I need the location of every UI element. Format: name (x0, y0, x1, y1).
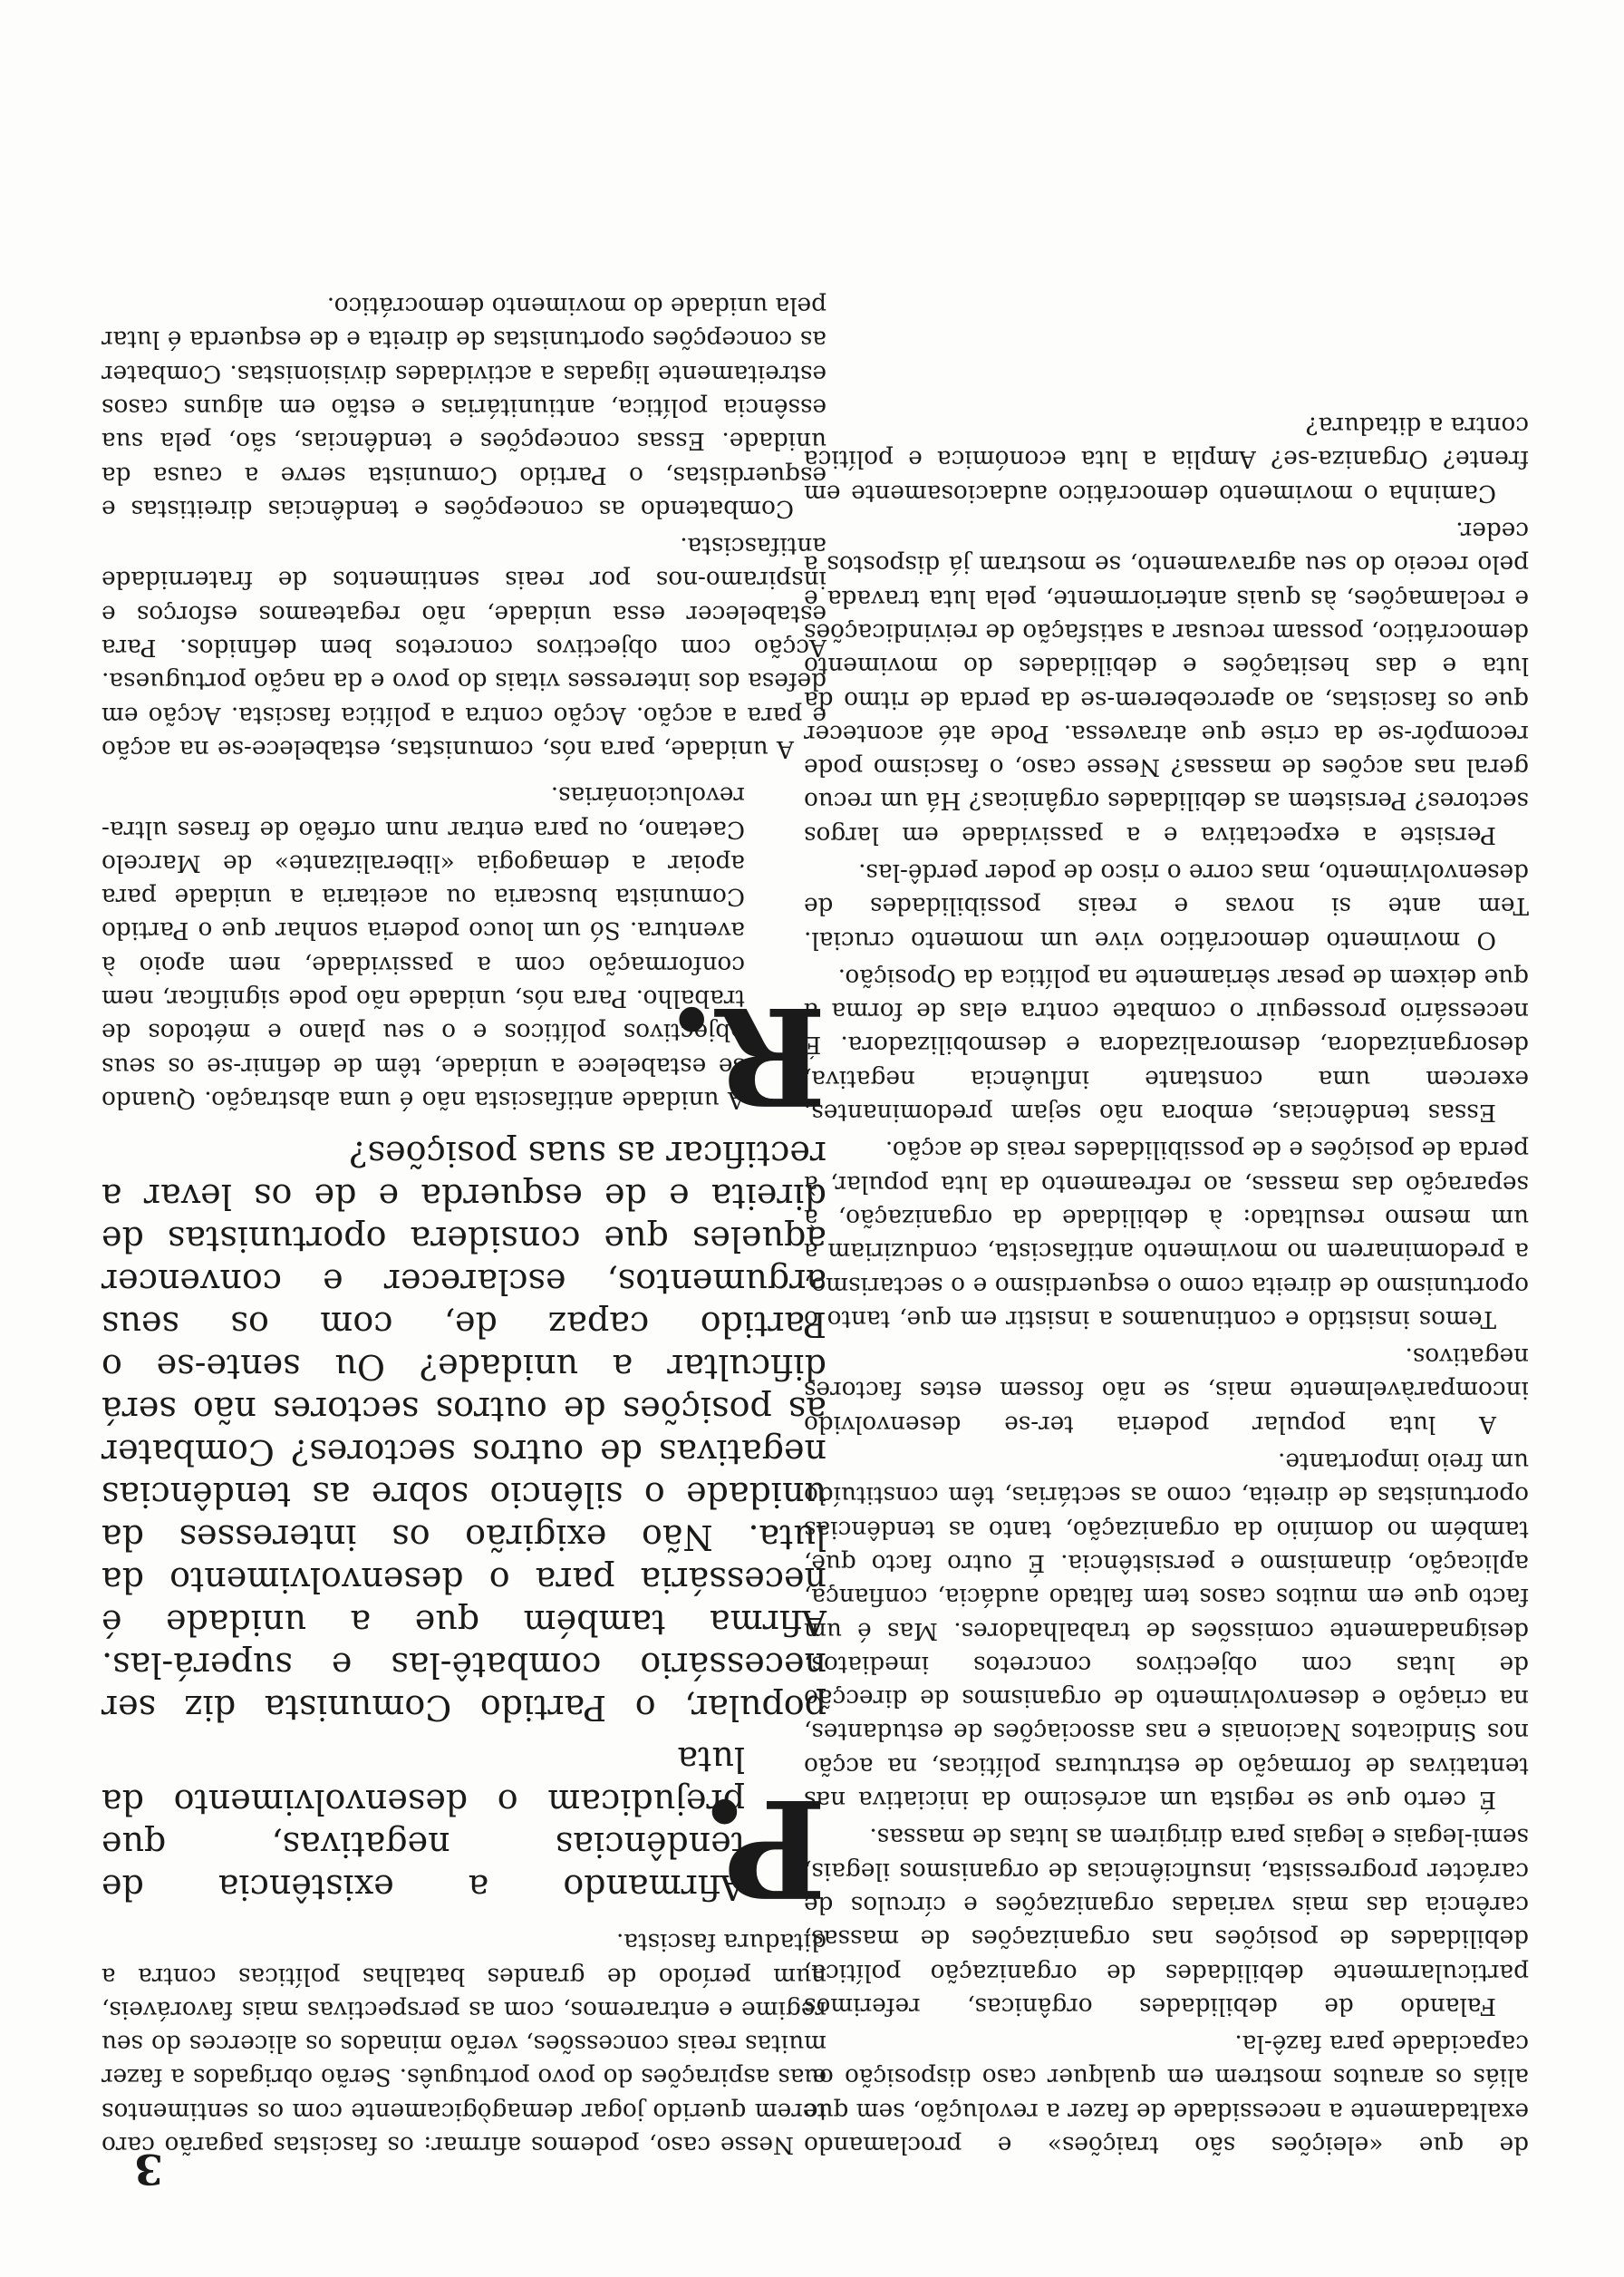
question-initial: P. (701, 1768, 826, 1927)
right-column (804, 404, 1529, 2161)
question-block (102, 1738, 826, 1927)
answer-initial: R. (668, 976, 826, 1135)
right-paragraph-8: Persiste a expectativa e a passividade em largos sectores? Persistem as debilidades orgânicas? Há um recuo geral nas acções de massas? Nesse caso, o fascismo pode recompôr-se da crise que atravessa. Pode até acontecer que os fascistas, ao aperceberem-se da perda de ritmo da luta e das hesitações e debilidades do movimento democrático, possam recusar a satisfação de reivindicações e reclamações, às quais anteriormente, pela luta travada e pelo receio do seu agravamento, se mostram já dispostos a ceder. (804, 517, 1529, 848)
page-number: 3 (133, 2145, 163, 2194)
right-paragraph-3: É certo que se regista um acréscimo da iniciativa nas tentativas de formação de estruturas políticas, na acção nos Sindicatos Nacionais e nas associações de estudantes, na criação e desenvolvimento de organismos de direcção de lutas com objectivos concretos imediatos, designadamente comissões de trabalhadores. Mas é um facto que em muitos casos tem faltado audácia, confiança, aplicação, dinamismo e persistência. É outro facto que, também no domínio da organização, tanto as tendências oportunistas de direita, como as sectárias, têm constituído um freio importante. (804, 1448, 1529, 1814)
right-paragraph-2: Falando de debilidades orgânicas, referimos particularmente debilidades de organização política, debilidades de posições nas organizações de massas, carência das mais variadas organizações e círculos de carácter progressista, insuficiências de organismos ilegais, semi-legais e legais para dirigirem as lutas de massas. (804, 1823, 1529, 2020)
left-column (102, 285, 826, 2161)
answer-block (102, 774, 826, 1135)
right-paragraph-1: de que «eleições são traições» e proclamando exaltadamente a necessidade de fazer a revolução, sem que aliás os arautos mostrem em qualquer caso disposição ou capacidade para fazê-la. (803, 2030, 1529, 2158)
right-paragraph-4: A luta popular poderia ter-se desenvolvido incomparàvelmente mais, se não fossem estes factores negativos. (804, 1342, 1529, 1438)
right-paragraph-9: Caminha o movimento democrático audaciosamente em frente? Organiza-se? Amplia a luta económica e política contra a ditadura? (804, 412, 1529, 507)
right-paragraph-5: Temos insistido e continuamos a insistir em que, tanto o oportunismo de direita como o esquerdismo e o sectarismo, a predominarem no movimento antifascista, conduziriam a um mesmo resultado: à debilidade da organização, à separação das massas, ao refreamento da luta popular, à perda de posições e de possibilidades reais de acção. (804, 1136, 1529, 1332)
answer-paragraph-2: A unidade, para nós, comunistas, estabelece-se na acção e para a acção. Acção contra a política fascista. Acção em defesa dos interesses vitais do povo e da nação portuguesa. Acção com objectivos concretos bem definidos. Para estabelecer essa unidade, não regateamos esforços e inspiramo-nos por reais sentimentos de fraternidade antifascista. (102, 532, 826, 762)
question-text: Afirmando a existência de tendências negativas, que prejudicam o desenvolvimento da luta (102, 1739, 745, 1907)
right-paragraph-6: Essas tendências, embora não sejam predominantes, exercem uma constante influência negativa, desorganizadora, desmoralizadora e desmobilizadora. É necessário prosseguir o combate contra elas de forma a que deixem de pesar sèriamente na política da Oposição. (804, 963, 1529, 1127)
right-paragraph-7: O movimento democrático vive um momento crucial. Tem ante si novas e reais possibilidades de desenvolvimento, mas corre o risco de poder perdê-las. (804, 858, 1529, 954)
answer-paragraph-3: Combatendo as concepções e tendências direitistas e esquerdistas, o Partido Comunista serve a causa da unidade. Essas concepções e tendências, são, pela sua essência política, antiunitárias e estão em alguns casos estreitamente ligadas a actividades divisionistas. Combater as concepções oportunistas de direita e de esquerda é lutar pela unidade do movimento democrático. (102, 292, 826, 522)
question-text-continued: popular, o Partido Comunista diz ser necessário combatê-las e superá-las. Afirma também que a unidade é necessária para o desenvolvimento da luta. Não exigirão os interesses da unidade o silêncio sobre as tendências negativas de outros sectores? Combater as posições de outros sectores não será dificultar a unidade? Ou sente-se o Partido capaz de, com os seus argumentos, esclarecer e convencer aqueles que considera oportunistas de direita e de esquerda e de os levar a rectificar as suas posições? (102, 1133, 826, 1728)
answer-paragraph-1: A unidade antifascista não é uma abstração. Quando se estabelece a unidade, têm de definir-se os seus objectivos políticos e o seu plano e métodos de trabalho. Para nós, unidade não pode significar, nem conformação com a passividade, nem apoio à aventura. Só um louco poderia sonhar que o Partido Comunista buscaria ou aceitaria a unidade para apoiar a demagogia «liberalizante» de Marcelo Caetano, ou para entrar num orfeão de frases ultra-revolucionárias. (102, 781, 745, 1113)
intro-paragraph: Nesse caso, podemos afirmar: os fascistas pagarão caro terem querido jogar demagògicamente com os sentimentos e as aspirações do povo português. Serão obrigados a fazer muitas reais concessões, verão minados os alicerces do seu regime e entraremos, com as perspectivas mais favoráveis, num período de grandes batalhas políticas contra a ditadura fascista. (102, 1928, 826, 2158)
